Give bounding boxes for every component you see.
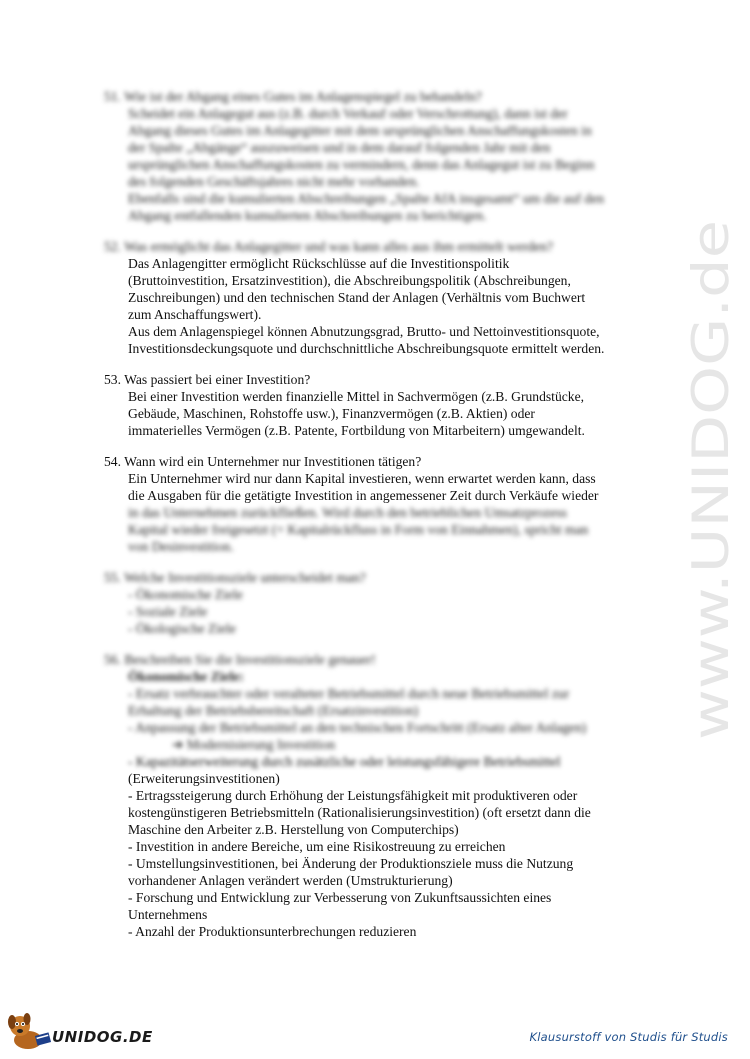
answer-line: (Bruttoinvestition, Ersatzinvestition), die Abschreibungspolitik (Abschreibungen, [128,273,571,288]
answer-line: der Spalte „Abgänge“ auszuweisen und in dem darauf folgenden Jahr mit den [128,140,551,155]
answer-line: - Anzahl der Produktionsunterbrechungen reduzieren [128,924,417,939]
question-53-answer [104,388,664,439]
answer-line: Ein Unternehmer wird nur dann Kapital investieren, wenn erwartet werden kann, dass [128,471,596,486]
answer-line-blurred: in das Unternehmen zurückfließen. Wird durch den betrieblichen Umsatzprozess [128,505,567,520]
question-54 [104,453,664,555]
question-52 [104,238,664,357]
answer-line: - Forschung und Entwicklung zur Verbesserung von Zukunftsaussichten eines [128,890,552,905]
answer-line-partial-blur: - Kapazitätserweiterung durch zusätzliche oder leistungsfähigere Betriebsmittel [128,754,561,769]
watermark [640,200,750,760]
arrow-line: ➔ Modernisierung Investition [172,737,336,752]
answer-line: - Soziale Ziele [128,604,208,619]
brand-name: UNIDOG.DE [52,1028,153,1046]
answer-line: - Investition in andere Bereiche, um eine Risikostreuung zu erreichen [128,839,506,854]
answer-line: Das Anlagengitter ermöglicht Rückschlüsse auf die Investitionspolitik [128,256,510,271]
answer-line: Gebäude, Maschinen, Rohstoffe usw.), Finanzvermögen (z.B. Aktien) oder [128,406,535,421]
answer-line: immaterielles Vermögen (z.B. Patente, Fortbildung von Mitarbeitern) umgewandelt. [128,423,585,438]
answer-line: Unternehmens [128,907,208,922]
question-51-title: 51. Wie ist der Abgang eines Gutes im Anlagenspiegel zu behandeln? [104,89,482,104]
question-56 [104,651,664,940]
answer-line: die Ausgaben für die getätigte Investition in angemessener Zeit durch Verkäufe wieder [128,488,599,503]
answer-line: Zuschreibungen) und den technischen Stand der Anlagen (Verhältnis vom Buchwert [128,290,586,305]
question-52-title: 52. Was ermöglicht das Anlagegitter und was kann alles aus ihm ermittelt werden? [104,239,554,254]
answer-line: vorhandener Anlagen verändert werden (Umstrukturierung) [128,873,453,888]
answer-line: Bei einer Investition werden finanzielle Mittel in Sachvermögen (z.B. Grundstücke, [128,389,585,404]
answer-line: - Ertragssteigerung durch Erhöhung der Leistungsfähigkeit mit produktiveren oder [128,788,578,803]
answer-line: - Ökonomische Ziele [128,587,243,602]
question-56-answer [104,668,664,940]
answer-line-blurred: - Anpassung der Betriebsmittel an den technischen Fortschritt (Ersatz alter Anlagen) [128,720,587,735]
question-54-title: 54. Wann wird ein Unternehmer nur Investitionen tätigen? [104,454,422,469]
footer-logo [6,1012,166,1052]
answer-line: Ebenfalls sind die kumulierten Abschreibungen „Spalte AfA insgesamt“ um die auf den [128,191,605,206]
answer-line: ursprünglichen Anschaffungskosten zu vermindern, denn das Anlagegut ist zu Beginn [128,157,595,172]
answer-line: Maschine den Arbeiter z.B. Herstellung von Computerchips) [128,822,459,837]
answer-line: Aus dem Anlagenspiegel können Abnutzungsgrad, Brutto- und Nettoinvestitionsquote, [128,324,600,339]
question-52-answer [104,255,664,357]
answer-line: des folgenden Geschäftsjahres nicht mehr vorhanden. [128,174,420,189]
document-content [104,88,664,954]
answer-line-blurred: Kapital wieder freigesetzt (= Kapitalrückfluss in Form von Einnahmen), spricht man [128,522,589,537]
answer-line: Investitionsdeckungsquote und durchschnittliche Abschreibungsquote ermittelt werden. [128,341,605,356]
answer-line: - Ökologische Ziele [128,621,236,636]
question-53 [104,371,664,439]
answer-line: zum Anschaffungswert). [128,307,262,322]
answer-line: (Erweiterungsinvestitionen) [128,771,280,786]
answer-line: Abgang entfallenden kumulierten Abschreibungen zu berichtigen. [128,208,487,223]
subheading: Ökonomische Ziele: [128,669,244,684]
dog-mascot-icon [6,1012,54,1052]
question-51 [104,88,664,224]
answer-line: Abgang dieses Gutes im Anlagegitter mit dem ursprünglichen Anschaffungskosten in [128,123,592,138]
answer-line-blurred: Erhaltung der Betriebsbereitschaft (Ersatzinvestition) [128,703,419,718]
answer-line: Scheidet ein Anlagegut aus (z.B. durch Verkauf oder Verschrottung), dann ist der [128,106,568,121]
answer-line-blurred: - Ersatz verbrauchter oder veralteter Betriebsmittel durch neue Betriebsmittel zur [128,686,570,701]
footer-tagline: Klausurstoff von Studis für Studis [529,1030,728,1044]
answer-line: - Umstellungsinvestitionen, bei Änderung der Produktionsziele muss die Nutzung [128,856,574,871]
watermark-text: www.UNIDOG.de [682,322,740,740]
answer-line: kostengünstigeren Betriebsmitteln (Rationalisierungsinvestition) (oft ersetzt dann die [128,805,591,820]
question-53-title: 53. Was passiert bei einer Investition? [104,372,311,387]
question-56-title: 56. Beschreiben Sie die Investitionsziele genauer! [104,652,376,667]
question-54-answer [104,470,664,555]
question-55-title: 55. Welche Investitionsziele unterscheidet man? [104,570,366,585]
question-51-answer [104,105,664,224]
answer-line-blurred: von Desinvestition. [128,539,234,554]
question-55-answer [104,586,664,637]
question-55 [104,569,664,637]
